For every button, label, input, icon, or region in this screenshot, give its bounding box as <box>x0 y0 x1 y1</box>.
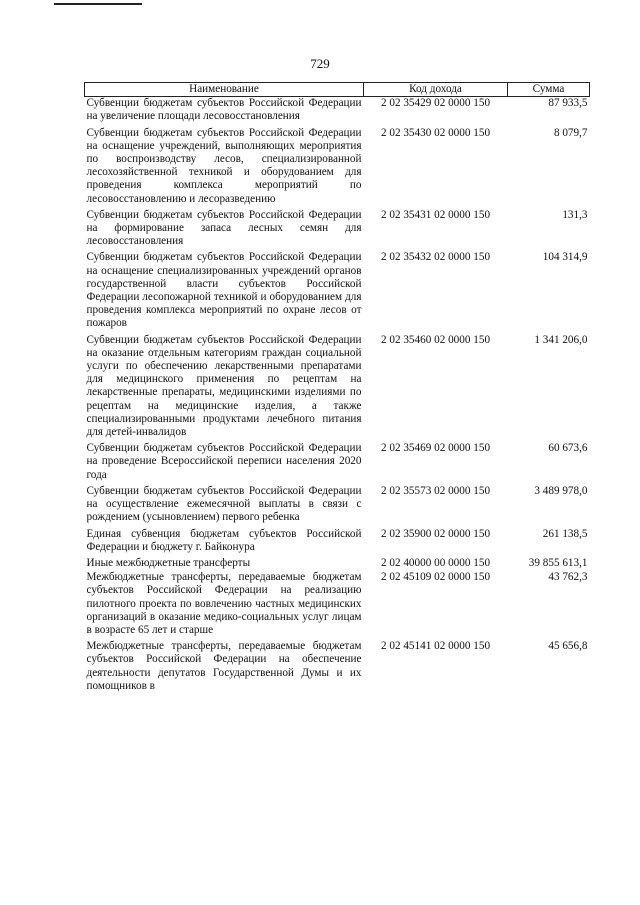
income-table <box>84 82 590 696</box>
row-name: Субвенции бюджетам субъектов Российской Федерации на осуществление ежемесячной выплаты в связи с рождением (усыновлением) первого ребенка <box>86 484 362 524</box>
row-amount: 87 933,5 <box>548 97 588 110</box>
row-amount: 131,3 <box>562 208 588 221</box>
row-amount: 45 656,8 <box>548 640 588 653</box>
table-row <box>85 571 590 640</box>
table-row <box>85 485 590 528</box>
page-number: 729 <box>310 56 330 71</box>
row-code: 2 02 35573 02 0000 150 <box>380 484 491 497</box>
row-amount: 3 489 978,0 <box>534 484 588 497</box>
row-code: 2 02 35430 02 0000 150 <box>380 126 491 139</box>
column-header-code: Код дохода <box>364 83 508 97</box>
row-code: 2 02 40000 00 0000 150 <box>380 556 491 569</box>
row-name: Субвенции бюджетам субъектов Российской Федерации на формирование запаса лесных семян для лесовосстановления <box>86 208 362 248</box>
row-code: 2 02 35429 02 0000 150 <box>380 97 491 110</box>
row-code: 2 02 35431 02 0000 150 <box>380 208 491 221</box>
row-amount: 261 138,5 <box>542 527 588 540</box>
row-amount: 1 341 206,0 <box>534 333 588 346</box>
table-row <box>85 442 590 485</box>
top-rule <box>54 3 142 5</box>
row-name: Межбюджетные трансферты, передаваемые бюджетам субъектов Российской Федерации на реализацию пилотного проекта по вовлечению частных медицинских организаций в оказание медико-социальных услуг лицам в возрасте 65 лет и старше <box>86 571 362 636</box>
row-name: Субвенции бюджетам субъектов Российской Федерации на увеличение площади лесовосстановления <box>86 97 362 123</box>
table-row <box>85 209 590 252</box>
row-amount: 39 855 613,1 <box>528 556 588 569</box>
row-code: 2 02 35900 02 0000 150 <box>380 527 491 540</box>
row-code: 2 02 45141 02 0000 150 <box>380 640 491 653</box>
row-name: Иные межбюджетные трансферты <box>86 556 251 569</box>
row-name: Субвенции бюджетам субъектов Российской Федерации на оказание отдельным категориям граждан социальной услуги по обеспечению лекарственными препаратами для медицинского применения по рецептам на лекарственные препараты, медицинскими изделиями по рецептам на медицинские изделия, а также специализированными продуктами лечебного питания для детей-инвалидов <box>86 333 362 439</box>
row-name: Единая субвенция бюджетам субъектов Российской Федерации и бюджету г. Байконура <box>86 527 362 553</box>
row-code: 2 02 45109 02 0000 150 <box>380 571 491 584</box>
row-amount: 60 673,6 <box>548 442 588 455</box>
row-amount: 104 314,9 <box>542 251 588 264</box>
table-row <box>85 251 590 333</box>
table-row <box>85 557 590 571</box>
row-name: Субвенции бюджетам субъектов Российской Федерации на оснащение специализированных учреждений органов государственной власти субъектов Российской Федерации лесопожарной техникой и оборудованием для проведения комплекса мероприятий по охране лесов от пожаров <box>86 251 362 330</box>
column-header-name: Наименование <box>85 83 364 97</box>
table-row <box>85 640 590 696</box>
table-row <box>85 334 590 443</box>
row-name: Межбюджетные трансферты, передаваемые бюджетам субъектов Российской Федерации на обеспечение деятельности депутатов Государственной Думы и их помощников в <box>86 640 362 692</box>
row-amount: 43 762,3 <box>548 571 588 584</box>
column-header-amount: Сумма <box>508 83 590 97</box>
row-amount: 8 079,7 <box>553 126 588 139</box>
row-code: 2 02 35460 02 0000 150 <box>380 333 491 346</box>
table-row <box>85 97 590 127</box>
table-row <box>85 528 590 557</box>
table-header-row <box>85 83 590 97</box>
row-name: Субвенции бюджетам субъектов Российской Федерации на проведение Всероссийской переписи населения 2020 года <box>86 442 362 481</box>
row-code: 2 02 35432 02 0000 150 <box>380 251 491 264</box>
row-code: 2 02 35469 02 0000 150 <box>380 442 491 455</box>
table-row <box>85 127 590 209</box>
row-name: Субвенции бюджетам субъектов Российской Федерации на оснащение учреждений, выполняющих мероприятия по воспроизводству лесов, специализированной лесохозяйственной техникой и оборудованием для проведения комплекса мероприятий по лесовосстановлению и лесоразведению <box>86 126 362 205</box>
